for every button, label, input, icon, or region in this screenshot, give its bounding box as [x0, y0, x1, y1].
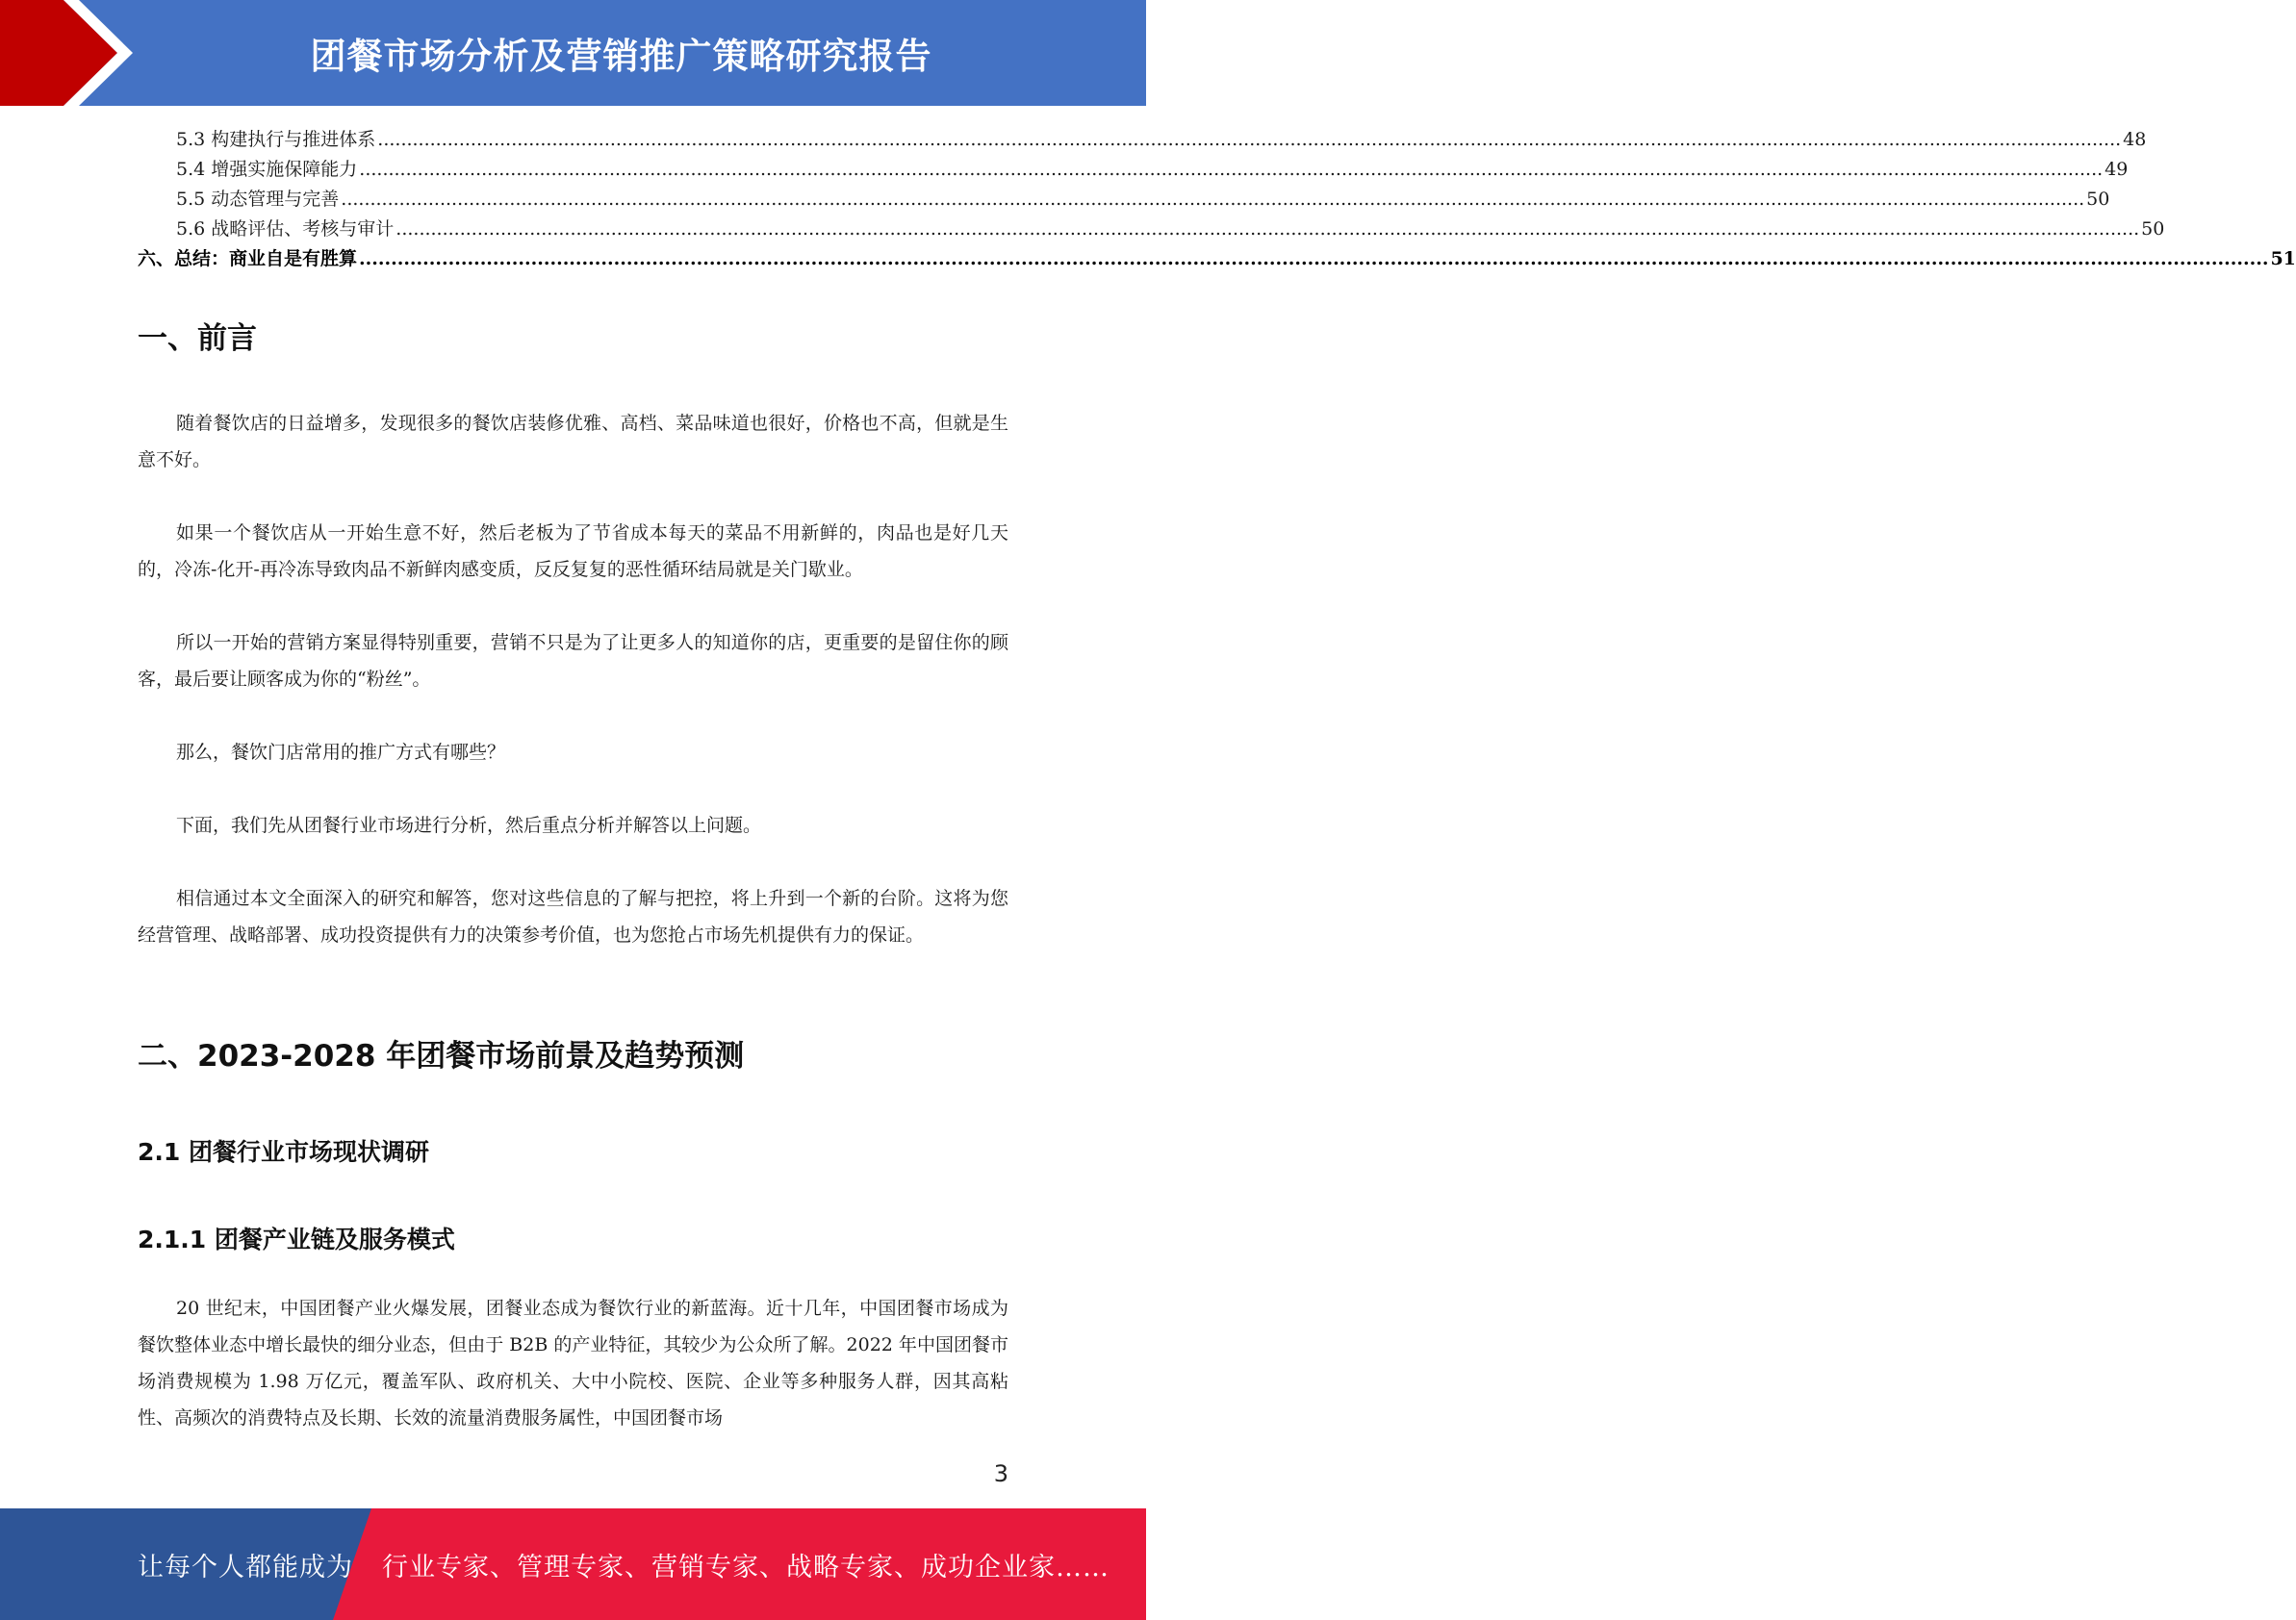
section-heading-forecast: 二、2023-2028 年团餐市场前景及趋势预测 — [138, 1039, 745, 1074]
page-header — [0, 0, 1146, 106]
toc-item-page: 50 — [2141, 218, 2165, 240]
toc-item-number: 5.5 — [176, 189, 206, 210]
toc-leader-dots: ............................................................................................................................................................................................................................................................................................................ — [359, 159, 2104, 180]
toc-item-number: 5.3 — [176, 129, 206, 150]
toc-leader-dots: ............................................................................................................................................................................................................................................................................................................ — [395, 218, 2140, 240]
section-heading-preface: 一、前言 — [138, 321, 257, 356]
toc-item-page: 48 — [2123, 129, 2147, 150]
toc-item[interactable] — [138, 215, 2165, 244]
paragraph: 相信通过本文全面深入的研究和解答，您对这些信息的了解与把控，将上升到一个新的台阶。这将为您经营管理、战略部署、成功投资提供有力的决策参考价值，也为您抢占市场先机提供有力的保证。 — [138, 888, 1008, 946]
footer-slogan-right: 行业专家、管理专家、营销专家、战略专家、成功企业家…… — [382, 1552, 1110, 1582]
paragraph: 如果一个餐饮店从一开始生意不好，然后老板为了节省成本每天的菜品不用新鲜的，肉品也是好几天的，冷冻-化开-再冷冻导致肉品不新鲜肉感变质，反反复复的恶性循环结局就是关门歇业。 — [138, 522, 1008, 580]
paragraph: 20 世纪末，中国团餐产业火爆发展，团餐业态成为餐饮行业的新蓝海。近十几年，中国团餐市场成为餐饮整体业态中增长最快的细分业态，但由于 B2B 的产业特征，其较少为公众所了解。2022 年中国团餐市场消费规模为 1.98 万亿元，覆盖军队、政府机关、大中小院校、医院、企业等多种服务人群，因其高粘性、高频次的消费特点及长期、长效的流量消费服务属性，中国团餐市场 — [138, 1298, 1008, 1429]
toc-item[interactable] — [138, 185, 2110, 215]
page-number: 3 — [993, 1460, 1008, 1487]
toc-item-page: 51 — [2270, 248, 2296, 269]
paragraph: 那么，餐饮门店常用的推广方式有哪些？ — [176, 742, 506, 763]
table-of-contents — [138, 125, 2296, 274]
toc-item[interactable] — [138, 155, 2129, 185]
toc-item-page: 49 — [2105, 159, 2129, 180]
toc-item[interactable] — [138, 125, 2147, 155]
header-arrow-decoration — [0, 0, 144, 106]
toc-item-chapter[interactable] — [138, 244, 2296, 274]
subsection-heading: 2.1 团餐行业市场现状调研 — [138, 1138, 429, 1166]
toc-item-title: 动态管理与完善 — [211, 189, 340, 210]
page-footer — [0, 1508, 1146, 1620]
toc-item-page: 50 — [2086, 189, 2110, 210]
toc-leader-dots: ............................................................................................................................................................................................................................................................................................................ — [359, 248, 2269, 269]
toc-item-number: 5.4 — [176, 159, 206, 180]
subsection-heading: 2.1.1 团餐产业链及服务模式 — [138, 1226, 455, 1253]
toc-leader-dots: ............................................................................................................................................................................................................................................................................................................ — [341, 189, 2085, 210]
report-title: 团餐市场分析及营销推广策略研究报告 — [310, 36, 932, 77]
footer-slogan-left: 让每个人都能成为 — [138, 1552, 353, 1582]
paragraph: 所以一开始的营销方案显得特别重要，营销不只是为了让更多人的知道你的店，更重要的是留住你的顾客，最后要让顾客成为你的“粉丝”。 — [138, 632, 1008, 690]
toc-item-title: 增强实施保障能力 — [211, 159, 358, 180]
paragraph: 随着餐饮店的日益增多，发现很多的餐饮店装修优雅、高档、菜品味道也很好，价格也不高，但就是生意不好。 — [138, 413, 1008, 470]
toc-leader-dots: ............................................................................................................................................................................................................................................................................................................ — [377, 129, 2122, 150]
toc-item-title: 战略评估、考核与审计 — [211, 218, 395, 240]
paragraph: 下面，我们先从团餐行业市场进行分析，然后重点分析并解答以上问题。 — [176, 815, 762, 836]
toc-item-number: 5.6 — [176, 218, 206, 240]
toc-item-title: 六、总结：商业自是有胜算 — [138, 248, 358, 269]
toc-item-title: 构建执行与推进体系 — [211, 129, 376, 150]
